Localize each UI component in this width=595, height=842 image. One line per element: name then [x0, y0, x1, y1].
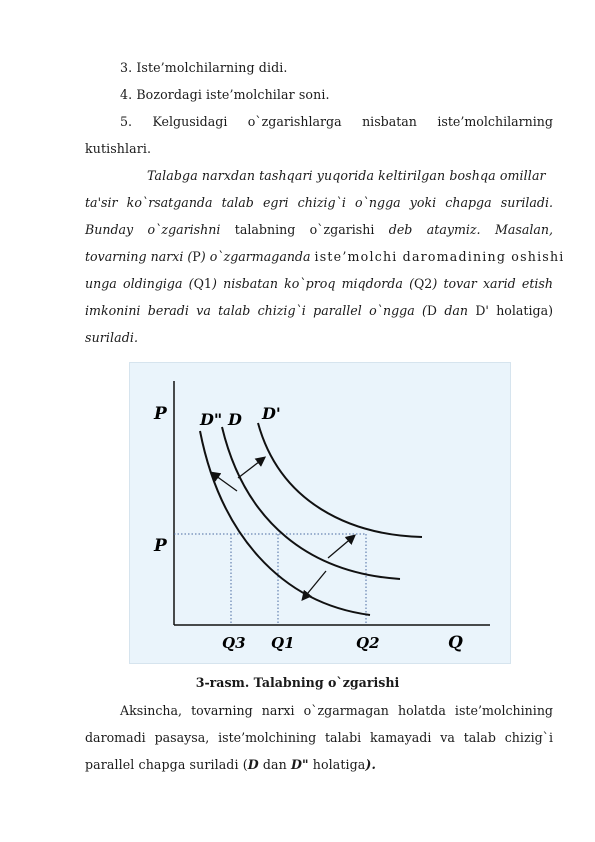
list-item-5 [120, 114, 553, 129]
para3-l3e: holatiga [308, 757, 366, 772]
para2-l6e: holatiga) [488, 303, 553, 318]
para2-line6 [85, 303, 553, 318]
para2-l5e: ) tovar xarid etish [432, 276, 553, 291]
item5-word: Kelgusidagi [152, 114, 228, 129]
para2-l6c: dan [437, 303, 476, 318]
para2-line7: suriladi. [85, 330, 139, 345]
shift-right-arrow-bottom [328, 536, 354, 558]
q1-label: Q1 [271, 634, 295, 652]
list-item-4: 4. Bozordagi iste’molchilar soni. [120, 87, 330, 102]
para2-l6b: D [426, 303, 438, 318]
para3-l3d: D" [290, 757, 309, 772]
para3-l3b: D [247, 757, 259, 772]
demand-curve-d-double-prime [200, 431, 370, 615]
para2-l6a: imkonini beradi va talab chizig`i parallel o`ngga ( [85, 303, 427, 318]
para3-l3c: dan [258, 757, 291, 772]
para2-l4c: ) o`zgarmaganda [200, 249, 311, 264]
q2-label: Q2 [356, 634, 380, 652]
para2-line5 [85, 276, 553, 291]
item5-word: 5. [120, 114, 133, 129]
item5-word: o`zgarishlarga [247, 114, 342, 129]
list-item-3: 3. Iste’molchilarning didi. [120, 60, 288, 75]
curve-label-d-prime: D' [262, 404, 281, 423]
item5-word: iste’molchilarning [437, 114, 553, 129]
para3-line2: daromadi pasaysa, iste’molchining talabi kamayadi va talab chizig`i [85, 730, 553, 745]
para2-l4d: iste’molchi daromadining oshishi [314, 249, 565, 264]
para3-line1: Aksincha, tovarning narxi o`zgarmagan holatda iste’molchining [120, 703, 553, 718]
item5-word: nisbatan [362, 114, 417, 129]
para2-l4b: P [192, 249, 201, 264]
para2-l5a: unga oldingiga ( [85, 276, 194, 291]
para3-line3 [85, 757, 376, 772]
para2-l5c: ) nisbatan ko`proq miqdorda ( [211, 276, 414, 291]
demand-shift-diagram [130, 363, 510, 663]
para2-line4 [85, 249, 565, 264]
para2-l5d: Q2 [413, 276, 433, 291]
shift-right-arrow-top [238, 458, 264, 478]
para2-line3 [85, 222, 553, 237]
para2-line1: Talabga narxdan tashqari yuqorida keltirilgan boshqa omillar [147, 168, 546, 183]
para2-l3a: Bunday o`zgarishni [85, 222, 221, 237]
q3-label: Q3 [222, 634, 246, 652]
para3-l3f: ). [365, 757, 376, 772]
curve-label-d-double-prime: D" [200, 410, 223, 429]
demand-curve-d-prime [258, 423, 422, 537]
para2-l3b: talabning o`zgarishi [234, 222, 375, 237]
para2-line2: ta'sir ko`rsatganda talab egri chizig`i o`ngga yoki chapga suriladi. [85, 195, 553, 210]
price-label-p: P [154, 536, 167, 556]
axis-label-p: P [154, 404, 167, 424]
para2-l4a: tovarning narxi ( [85, 249, 193, 264]
shift-left-arrow-bottom [303, 571, 326, 599]
demand-shift-figure [129, 362, 511, 664]
para3-l3a: parallel chapga suriladi ( [85, 757, 248, 772]
list-item-5-continuation: kutishlari. [85, 141, 152, 156]
para2-l5b: Q1 [193, 276, 212, 291]
para2-l3c: deb ataymiz. Masalan, [388, 222, 553, 237]
para2-l6d: D' [475, 303, 489, 318]
figure-caption: 3-rasm. Talabning o`zgarishi [195, 675, 400, 690]
curve-label-d: D [228, 410, 242, 429]
axis-label-q: Q [448, 633, 463, 653]
